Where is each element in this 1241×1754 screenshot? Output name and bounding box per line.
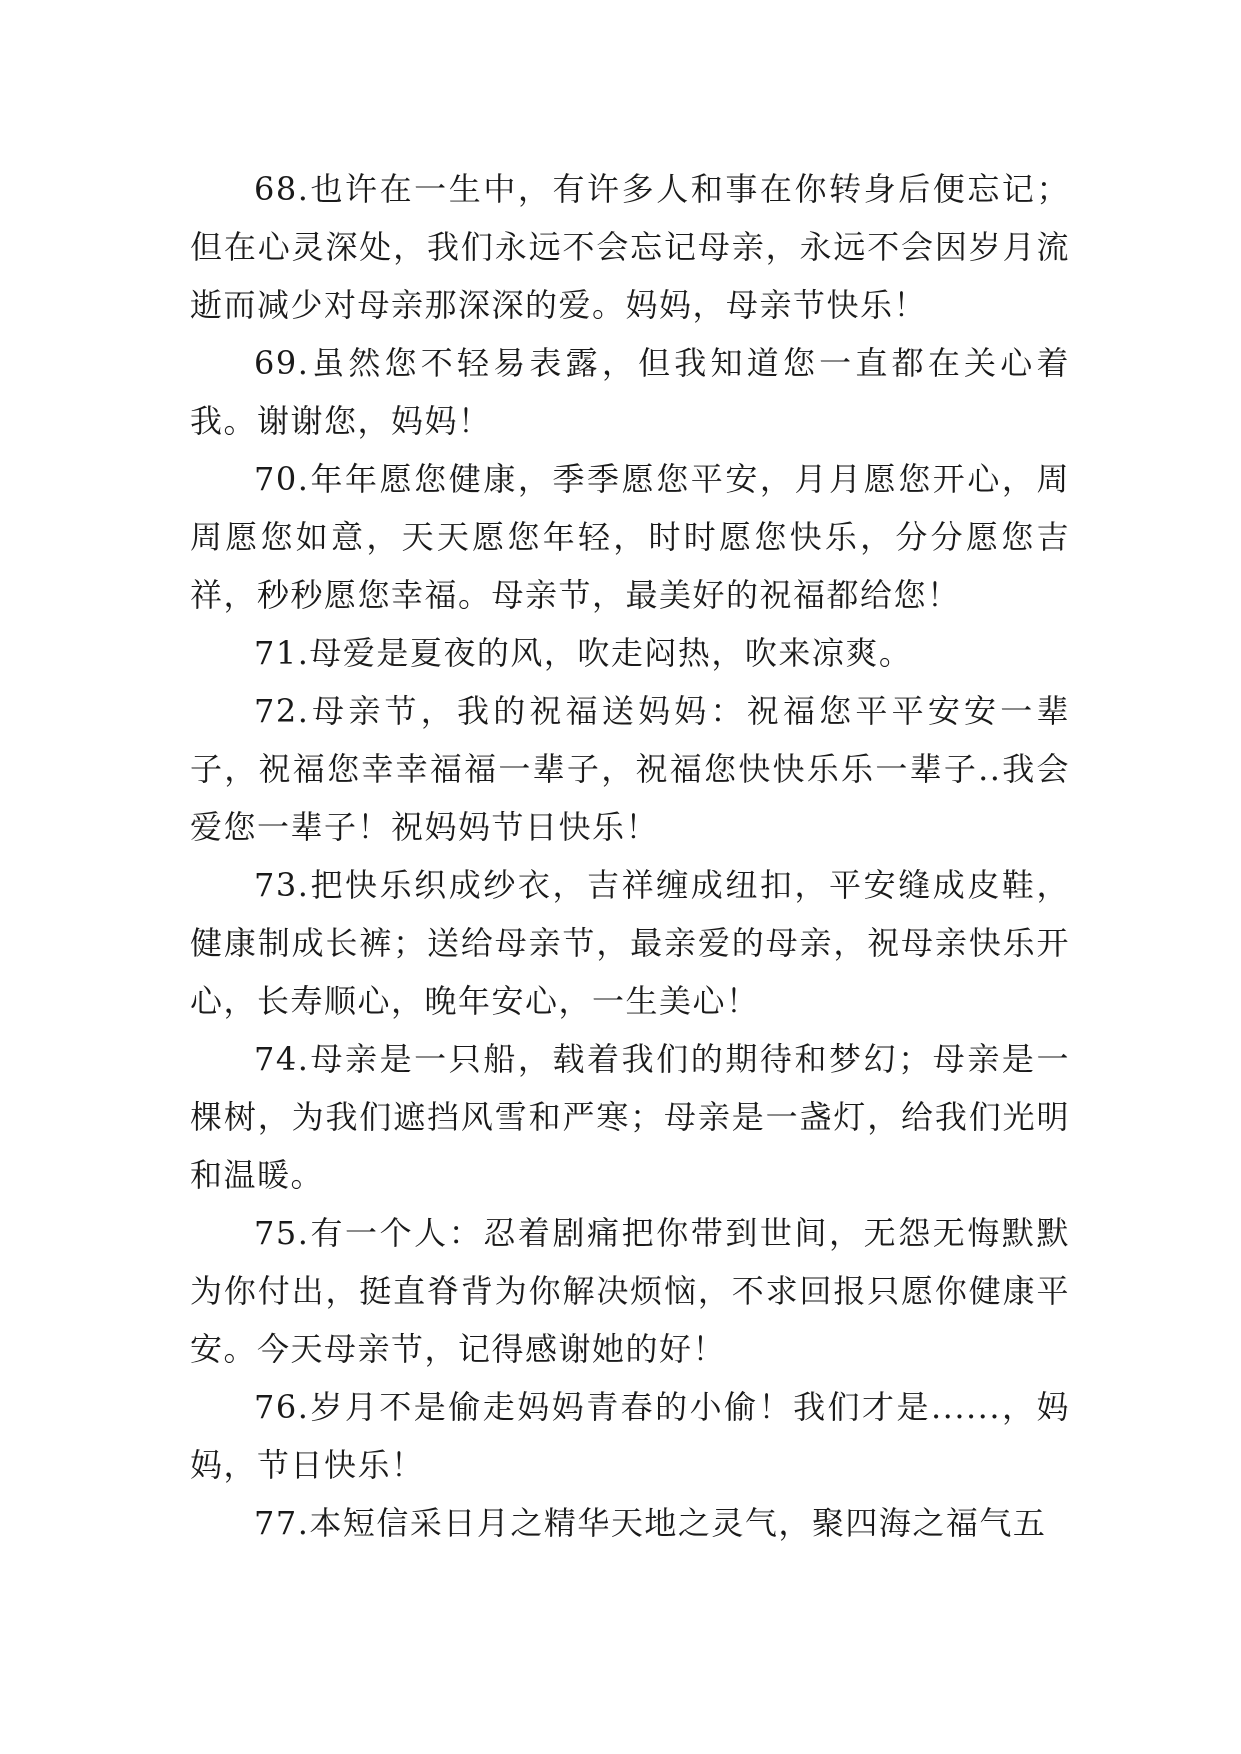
paragraph-75: 75.有一个人：忍着剧痛把你带到世间，无怨无悔默默为你付出，挺直脊背为你解决烦恼，不求回报只愿你健康平安。今天母亲节，记得感谢她的好！ [190,1214,1070,1368]
paragraph-76: 76.岁月不是偷走妈妈青春的小偷！我们才是......，妈妈，节日快乐！ [190,1388,1070,1484]
document-body [190,160,1070,1552]
paragraph-69: 69.虽然您不轻易表露，但我知道您一直都在关心着我。谢谢您，妈妈！ [190,344,1070,440]
paragraph-70: 70.年年愿您健康，季季愿您平安，月月愿您开心，周周愿您如意，天天愿您年轻，时时愿您快乐，分分愿您吉祥，秒秒愿您幸福。母亲节，最美好的祝福都给您！ [190,460,1070,614]
paragraph-68: 68.也许在一生中，有许多人和事在你转身后便忘记；但在心灵深处，我们永远不会忘记母亲，永远不会因岁月流逝而减少对母亲那深深的爱。妈妈，母亲节快乐！ [190,170,1070,324]
paragraph-73: 73.把快乐织成纱衣，吉祥缠成纽扣，平安缝成皮鞋，健康制成长裤；送给母亲节，最亲爱的母亲，祝母亲快乐开心，长寿顺心，晚年安心，一生美心！ [190,866,1070,1020]
paragraph-72: 72.母亲节，我的祝福送妈妈：祝福您平平安安一辈子，祝福您幸幸福福一辈子，祝福您快快乐乐一辈子..我会爱您一辈子！祝妈妈节日快乐！ [190,692,1070,846]
paragraph-74: 74.母亲是一只船，载着我们的期待和梦幻；母亲是一棵树，为我们遮挡风雪和严寒；母亲是一盏灯，给我们光明和温暖。 [190,1040,1070,1194]
paragraph-77: 77.本短信采日月之精华天地之灵气，聚四海之福气五 [254,1504,1047,1542]
paragraph-71: 71.母爱是夏夜的风，吹走闷热，吹来凉爽。 [254,634,913,672]
